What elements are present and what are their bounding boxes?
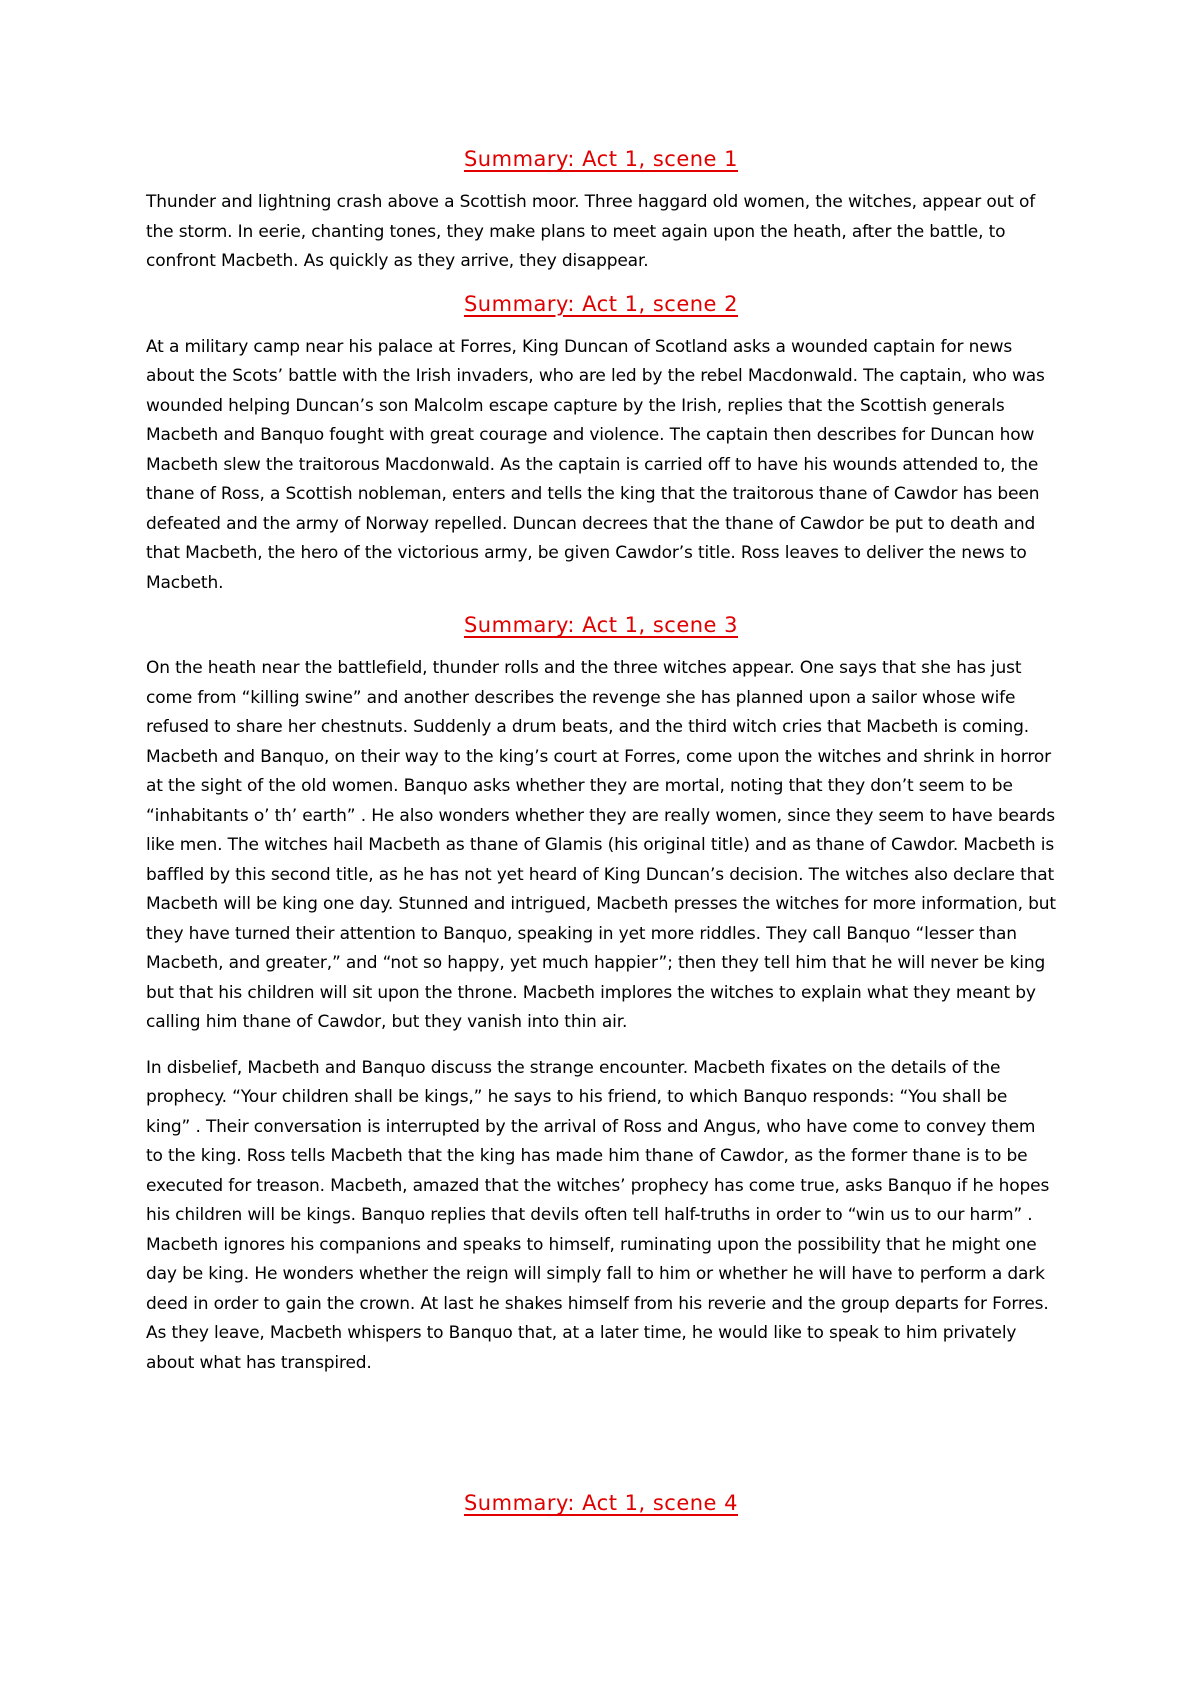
section-heading-scene-2: Summary: Act 1, scene 2 — [463, 291, 739, 316]
document-body — [146, 144, 1056, 1518]
section-heading-scene-4: Summary: Act 1, scene 4 — [463, 1491, 739, 1515]
paragraph-scene-3-part-2: In disbelief, Macbeth and Banquo discuss the strange encounter. Macbeth fixates on the details of the prophecy. “Your children shall be kings,” he says to his friend, to which Banquo responds: “You shall be king” . Their conversation is interrupted by the arrival of Ross and Angus, who have come to convey them to the king. Ross tells Macbeth that the king has made him thane of Cawdor, as the former thane is to be executed for treason. Macbeth, amazed that the witches’ prophecy has come true, asks Banquo if he hopes his children will be kings. Banquo replies that devils often tell half-truths in order to “win us to our harm” . Macbeth ignores his companions and speaks to himself, ruminating upon the possibility that he might one day be king. He wonders whether the reign will simply fall to him or whether he will have to perform a dark deed in order to gain the crown. At last he shakes himself from his reverie and the group departs for Forres. As they leave, Macbeth whispers to Banquo that, at a later time, he would like to speak to him privately about what has transpired. — [146, 1057, 1050, 1373]
section-heading-scene-3: Summary: Act 1, scene 3 — [463, 613, 739, 637]
paragraph-scene-2: At a military camp near his palace at Forres, King Duncan of Scotland asks a wounded captain for news about the Scots’ battle with the Irish invaders, who are led by the rebel Macdonwald. The captain, who was wounded helping Duncan’s son Malcolm escape capture by the Irish, replies that the Scottish generals Macbeth and Banquo fought with great courage and violence. The captain then describes for Duncan how Macbeth slew the traitorous Macdonwald. As the captain is carried off to have his wounds attended to, the thane of Ross, a Scottish nobleman, enters and tells the king that the traitorous thane of Cawdor has been defeated and the army of Norway repelled. Duncan decrees that the thane of Cawdor be put to death and that Macbeth, the hero of the victorious army, be given Cawdor’s title. Ross leaves to deliver the news to Macbeth. — [146, 336, 1045, 593]
section-heading-scene-1: Summary: Act 1, scene 1 — [463, 147, 739, 171]
paragraph-scene-3-part-1: On the heath near the battlefield, thunder rolls and the three witches appear. One says that she has just come from “killing swine” and another describes the revenge she has planned upon a sailor whose wife refused to share her chestnuts. Suddenly a drum beats, and the third witch cries that Macbeth is coming. Macbeth and Banquo, on their way to the king’s court at Forres, come upon the witches and shrink in horror at the sight of the old women. Banquo asks whether they are mortal, noting that they don’t seem to be “inhabitants o’ th’ earth” . He also wonders whether they are really women, since they seem to have beards like men. The witches hail Macbeth as thane of Glamis (his original title) and as thane of Cawdor. Macbeth is baffled by this second title, as he has not yet heard of King Duncan’s decision. The witches also declare that Macbeth will be king one day. Stunned and intrigued, Macbeth presses the witches for more information, but they have turned their attention to Banquo, speaking in yet more riddles. They call Banquo “lesser than Macbeth, and greater,” and “not so happy, yet much happier”; then they tell him that he will never be king but that his children will sit upon the throne. Macbeth implores the witches to explain what they meant by calling him thane of Cawdor, but they vanish into thin air. — [146, 658, 1056, 1032]
paragraph-scene-1: Thunder and lightning crash above a Scottish moor. Three haggard old women, the witches, appear out of the storm. In eerie, chanting tones, they make plans to meet again upon the heath, after the battle, to confront Macbeth. As quickly as they arrive, they disappear. — [146, 192, 1036, 271]
